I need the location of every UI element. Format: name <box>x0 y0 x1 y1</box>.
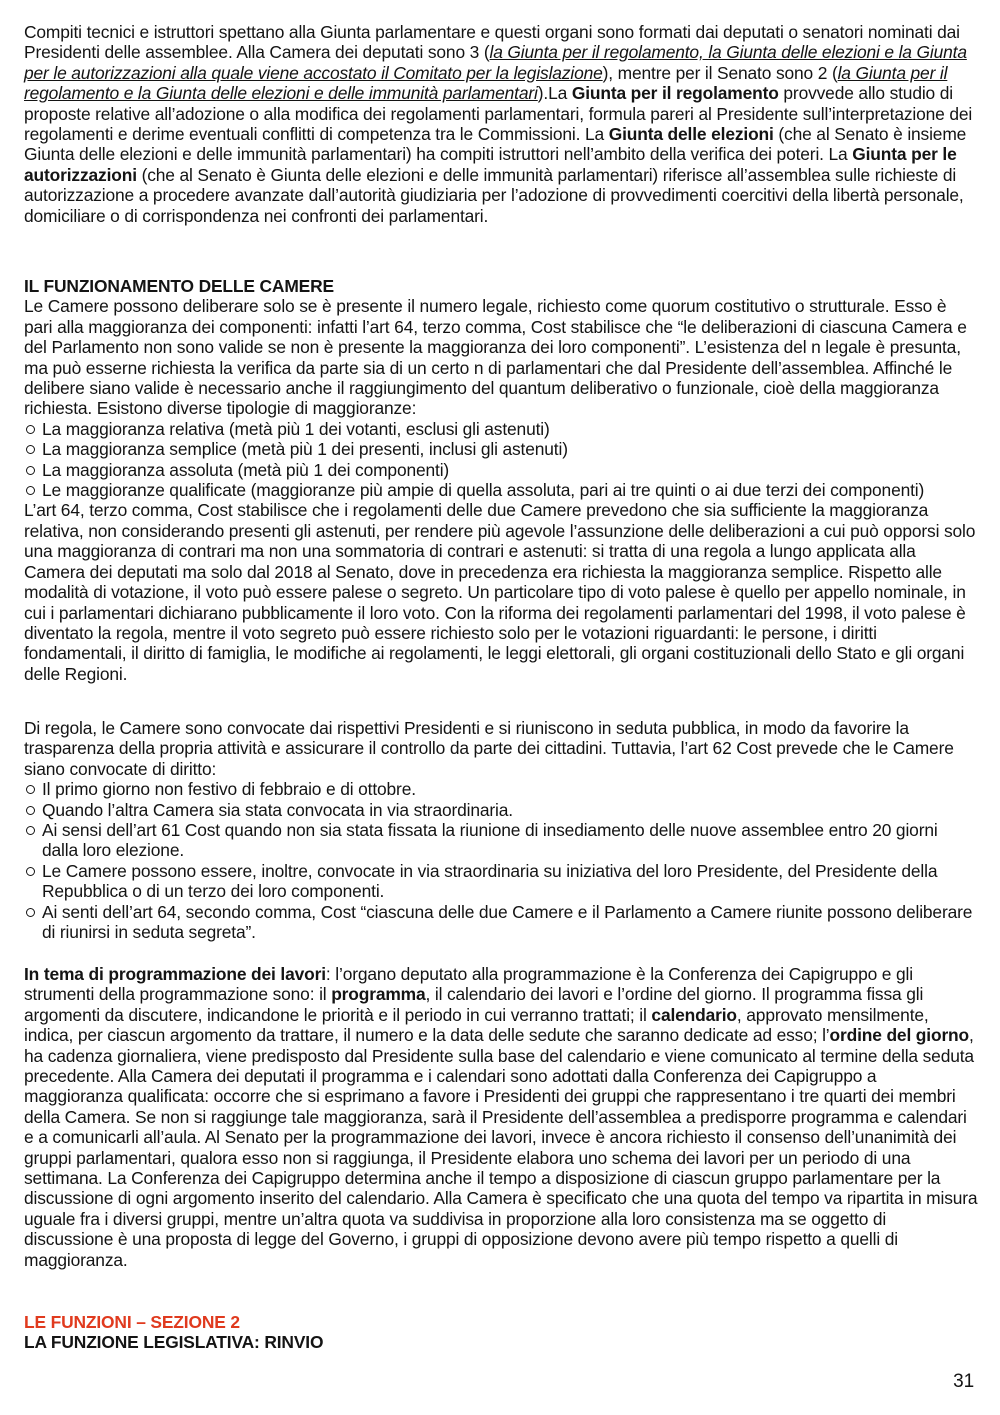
text-run: Compiti tecnici e istruttori spettano alla Giunta parlamentare e questi organi sono formati dai deputati o senatori nominati dai Presidenti delle assemblee. Alla Camera dei deputati sono 3 ( <box>24 22 960 63</box>
giunte-paragraph <box>24 22 978 226</box>
text-run: , approvato mensilmente, indica, per ciascun argomento da trattare, il numero e la data delle sedute che saranno dedicate ad esso; l’ <box>24 1004 929 1046</box>
text-run: (che al Senato è Giunta delle elezioni e delle immunità parlamentari) riferisce all’assemblea sulle richieste di autorizzazione a procedere avanzate dall’autorità giudiziaria per l’adozione di provvedimenti coercitivi della libertà personale, domiciliare o di corrispondenza nei confronti dei parlamentari. <box>24 164 964 226</box>
underlined-italic-text: la Giunta per il regolamento, la Giunta delle elezioni e la Giunta per le autorizzazioni alla quale viene accostato il Comitato per la legislazione <box>24 42 967 83</box>
convocazione-section <box>24 718 978 942</box>
paragraph: L’art 64, terzo comma, Cost stabilisce che i regolamenti delle due Camere prevedono che sia sufficiente la maggioranza relativa, non considerando presenti gli astenuti, per rendere più agevole l’assunzione delle deliberazioni a cui può opporsi solo una maggioranza di contrari ma non una sommatoria di contrari e astenuti: si tratta di una regola a lungo applicata alla Camera dei deputati ma solo dal 2018 al Senato, dove in precedenza era richiesta la maggioranza semplice. Rispetto alle modalità di votazione, il voto può essere palese o segreto. Un particolare tipo di voto palese è quello per appello nominale, in cui i parlamentari dichiarano pubblicamente il loro voto. Con la riforma dei regolamenti parlamentari del 1998, il voto palese è diventato la regola, mentre il voto segreto può essere richiesto solo per le votazioni riguardanti: le persone, i diritti fondamentali, il diritto di famiglia, le modifiche ai regolamenti, le leggi elettorali, gli organi costituzionali dello Stato e gli organi delle Regioni. <box>24 500 976 684</box>
list-item: Ai sensi dell’art 61 Cost quando non sia stata fissata la riunione di insediamento delle nuove assemblee entro 20 giorni dalla loro elezione. <box>24 820 978 861</box>
text-run: (che al Senato è insieme Giunta delle elezioni e delle immunità parlamentari) ha compiti istruttori nell’ambito della verifica dei poteri. La <box>24 124 967 165</box>
list-item: Il primo giorno non festivo di febbraio e di ottobre. <box>24 779 978 799</box>
funzionamento-section <box>24 276 978 684</box>
bold-term: Giunta per il regolamento <box>571 83 779 104</box>
list-item: Quando l’altra Camera sia stata convocata in via straordinaria. <box>24 800 978 820</box>
list-item: Le maggioranze qualificate (maggioranze più ampie di quella assoluta, pari ai tre quinti o ai due terzi dei componenti) <box>24 480 978 500</box>
list-item: La maggioranza assoluta (metà più 1 dei componenti) <box>24 460 978 480</box>
list-item: Ai senti dell’art 64, secondo comma, Cost “ciascuna delle due Camere e il Parlamento a Camere riunite possono deliberare di riunirsi in seduta segreta”. <box>24 902 978 943</box>
list-item: La maggioranza relativa (metà più 1 dei votanti, esclusi gli astenuti) <box>24 419 978 439</box>
section-title: LE FUNZIONI – SEZIONE 2 <box>24 1312 240 1332</box>
text-run: provvede allo studio di proposte relative all’adozione o alla modifica dei regolamenti parlamentari, formula pareri al Presidente sull’interpretazione dei regolamenti e derime eventuali conflitti di competenza tra le Commissioni. La <box>24 83 973 145</box>
majority-types-list <box>24 419 978 501</box>
text-run: ), mentre per il Senato sono 2 ( <box>602 62 838 83</box>
section-heading: IL FUNZIONAMENTO DELLE CAMERE <box>24 276 334 296</box>
paragraph: Di regola, le Camere sono convocate dai rispettivi Presidenti e si riuniscono in seduta pubblica, in modo da favorire la trasparenza della propria attività e assicurare il controllo da parte dei cittadini. Tuttavia, l’art 62 Cost prevede che le Camere siano convocate di diritto: <box>24 718 954 779</box>
bold-term: ordine del giorno <box>829 1025 970 1046</box>
bold-term: calendario <box>651 1004 737 1025</box>
text-run: : l’organo deputato alla programmazione è la Conferenza dei Capigruppo e gli strumenti della programmazione sono: il <box>24 964 913 1005</box>
list-item: Le Camere possono essere, inoltre, convocate in via straordinaria su iniziativa del loro Presidente, del Presidente della Repubblica o di un terzo dei loro componenti. <box>24 861 978 902</box>
bold-term: In tema di programmazione dei lavori <box>24 964 326 984</box>
programmazione-paragraph <box>24 964 978 1270</box>
paragraph: Le Camere possono deliberare solo se è presente il numero legale, richiesto come quorum costitutivo o strutturale. Esso è pari alla maggioranza dei componenti: infatti l’art 64, terzo comma, Cost stabilisce che “le deliberazioni di ciascuna Camera e del Parlamento non sono valide se non è presente la maggioranza dei loro componenti”. L’esistenza del n legale è presunta, ma può esserne richiesta la verifica da parte sia di un certo n di parlamentari che dal Presidente dell’assemblea. Affinché le delibere siano valide è necessario anche il raggiungimento del quantum deliberativo o funzionale, cioè della maggioranza richiesta. Esistono diverse tipologie di maggioranze: <box>24 296 967 419</box>
bold-term: programma <box>331 984 426 1005</box>
bold-term: Giunta per le autorizzazioni <box>24 144 957 185</box>
list-item: La maggioranza semplice (metà più 1 dei presenti, inclusi gli astenuti) <box>24 439 978 459</box>
text-run: ).La <box>537 83 572 104</box>
underlined-italic-text: la Giunta per il regolamento e la Giunta delle elezioni e delle immunità parlamentari <box>24 62 948 104</box>
bold-term: Giunta delle elezioni <box>608 124 774 145</box>
subsection-title: LA FUNZIONE LEGISLATIVA: RINVIO <box>24 1332 324 1353</box>
convocation-list <box>24 779 978 942</box>
page-number: 31 <box>953 1371 974 1392</box>
next-section-headings <box>24 1312 978 1353</box>
text-run: , il calendario dei lavori e l’ordine del giorno. Il programma fissa gli argomenti da discutere, indicandone le priorità e il periodo in cui verranno trattati; il <box>24 984 924 1025</box>
text-run: , ha cadenza giornaliera, viene predisposto dal Presidente sulla base del calendario e viene comunicato al termine della seduta precedente. Alla Camera dei deputati il programma e i calendari sono adottati dalla Conferenza dei Capigruppo a maggioranza qualificata: occorre che si esprimano a favore i Presidenti dei gruppi che rappresentano i tre quarti dei membri della Camera. Se non si raggiunge tale maggioranza, sarà il Presidente dell’assemblea a predisporre programma e calendari e a comunicarli all’aula. Al Senato per la programmazione dei lavori, invece è ancora richiesto il consenso dell’unanimità dei gruppi parlamentari, qualora esso non si raggiunga, il Presidente elabora uno schema dei lavori per un periodo di una settimana. La Conferenza dei Capigruppo determina anche il tempo a disposizione di ciascun gruppo parlamentare per la discussione di ogni argomento inserito del calendario. Alla Camera è specificato che una quota del tempo va ripartita in misura uguale fra i diversi gruppi, mentre un’altra quota va suddivisa in proporzione alla loro consistenza ma se oggetto di discussione è una proposta di legge del Governo, i gruppi di opposizione devono avere più tempo rispetto a quelli di maggioranza. <box>24 1025 978 1270</box>
